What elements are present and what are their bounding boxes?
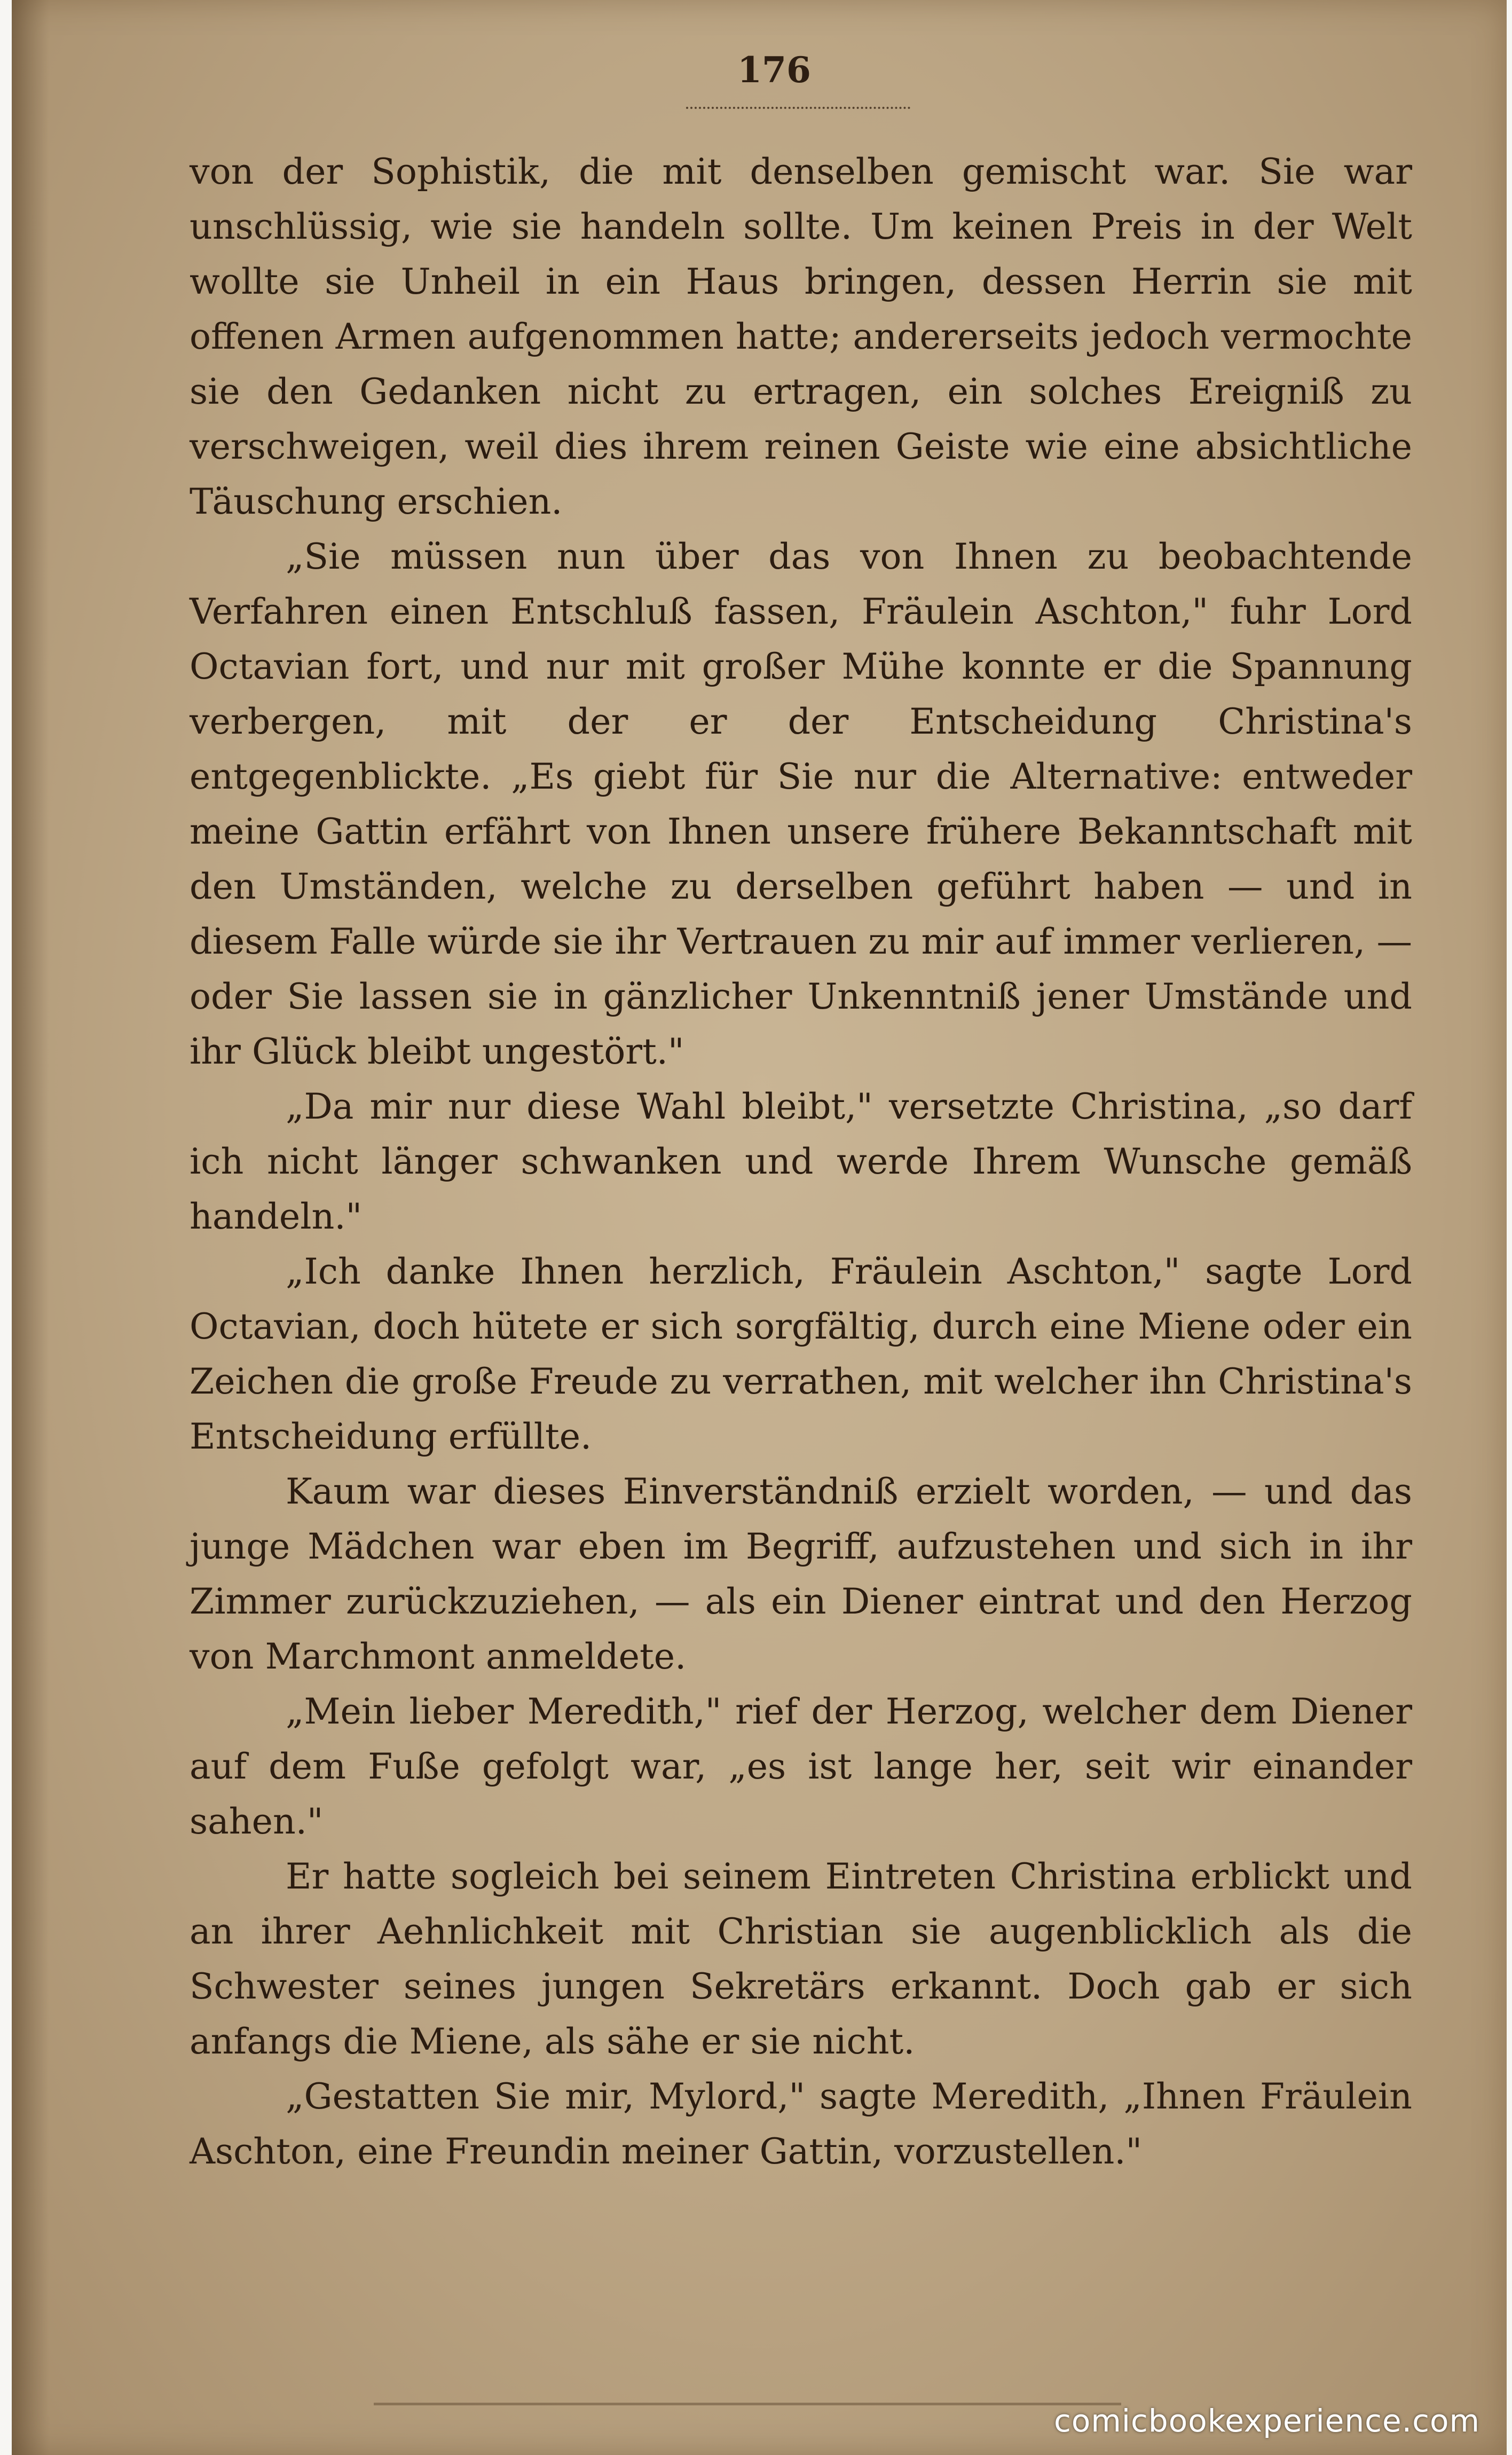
paragraph: „Mein lieber Meredith," rief der Herzog, welcher dem Diener auf dem Fuße gefolgt war, „es ist lange her, seit wir einander sahen."	[190, 1690, 1412, 1842]
binding-shadow	[12, 0, 49, 2455]
paragraph: „Gestatten Sie mir, Mylord," sagte Meredith, „Ihnen Fräulein Aschton, eine Freundin meiner Gattin, vorzustellen."	[190, 2075, 1412, 2172]
paragraph: „Da mir nur diese Wahl bleibt," versetzte Christina, „so darf ich nicht länger schwanken und werde Ihrem Wunsche gemäß handeln."	[190, 1085, 1412, 1237]
paragraph: Kaum war dieses Einverständniß erzielt worden, — und das junge Mädchen war eben im Begriff, aufzustehen und sich in ihr Zimmer zurückzuziehen, — als ein Diener eintrat und den Herzog von Marchmont anmeldete.	[190, 1470, 1412, 1677]
paragraph: „Ich danke Ihnen herzlich, Fräulein Aschton," sagte Lord Octavian, doch hütete er sich sorgfältig, durch eine Miene oder ein Zeichen die große Freude zu verrathen, mit welcher ihn Christina's Entscheidung erfüllte.	[190, 1250, 1412, 1457]
header-ornament	[686, 96, 910, 109]
body-text	[190, 144, 1412, 2179]
page-number: 176	[737, 49, 811, 91]
paragraph: von der Sophistik, die mit denselben gemischt war. Sie war unschlüssig, wie sie handeln sollte. Um keinen Preis in der Welt wollte sie Unheil in ein Haus bringen, dessen Herrin sie mit offenen Armen aufgenommen hatte; andererseits jedoch vermochte sie den Gedanken nicht zu ertragen, ein solches Ereigniß zu verschweigen, weil dies ihrem reinen Geiste wie eine absichtliche Täuschung erschien.	[190, 151, 1412, 522]
bottom-edge-mark	[374, 2403, 1121, 2405]
paragraph: „Sie müssen nun über das von Ihnen zu beobachtende Verfahren einen Entschluß fassen, Fräulein Aschton," fuhr Lord Octavian fort, und nur mit großer Mühe konnte er die Spannung verbergen, mit der er der Entscheidung Christina's entgegenblickte. „Es giebt für Sie nur die Alternative: entweder meine Gattin erfährt von Ihnen unsere frühere Bekanntschaft mit den Umständen, welche zu derselben geführt haben — und in diesem Falle würde sie ihr Vertrauen zu mir auf immer verlieren, — oder Sie lassen sie in gänzlicher Unkenntniß jener Umstände und ihr Glück bleibt ungestört."	[190, 536, 1412, 1072]
watermark: comicbookexperience.com	[1054, 2403, 1480, 2439]
paragraph: Er hatte sogleich bei seinem Eintreten Christina erblickt und an ihrer Aehnlichkeit mit Christian sie augenblicklich als die Schwester seines jungen Sekretärs erkannt. Doch gab er sich anfangs die Miene, als sähe er sie nicht.	[190, 1855, 1412, 2062]
